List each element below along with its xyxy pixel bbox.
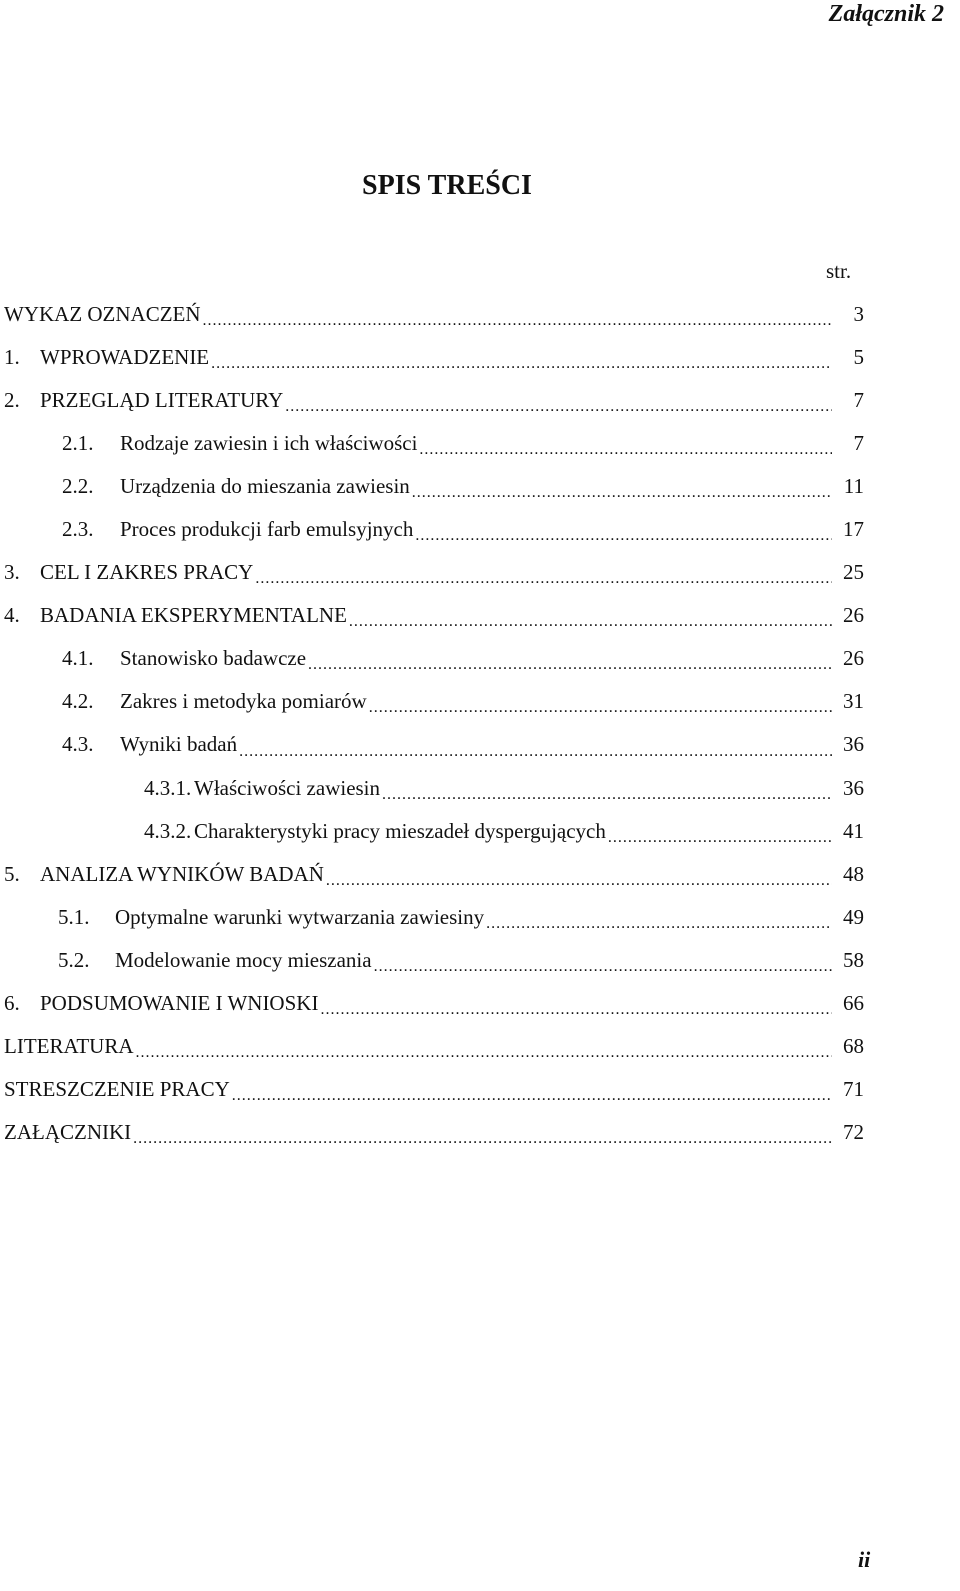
page-number: ii bbox=[858, 1547, 871, 1572]
toc-entry[interactable] bbox=[4, 637, 864, 680]
toc-entry[interactable] bbox=[4, 680, 864, 723]
toc-entry-page: 3 bbox=[853, 302, 864, 327]
toc-entry-label: Wyniki badań bbox=[120, 732, 238, 757]
toc-entry-label: STRESZCZENIE PRACY bbox=[4, 1076, 230, 1101]
toc-entry-label: Rodzaje zawiesin i ich właściwości bbox=[120, 431, 418, 456]
toc-entry-page: 72 bbox=[843, 1119, 864, 1144]
toc-entry-page: 36 bbox=[843, 775, 864, 800]
dot-leader bbox=[374, 956, 832, 982]
dot-leader bbox=[419, 439, 832, 465]
toc-entry[interactable] bbox=[4, 767, 864, 810]
toc-entry-page: 7 bbox=[853, 431, 864, 456]
toc-entry-label: PODSUMOWANIE I WNIOSKI bbox=[40, 990, 319, 1015]
toc-entry-label: Właściwości zawiesin bbox=[194, 775, 381, 800]
toc-entry[interactable] bbox=[4, 551, 864, 594]
toc-entry-page: 17 bbox=[843, 517, 864, 542]
toc-entry-label: ANALIZA WYNIKÓW BADAŃ bbox=[40, 861, 324, 886]
dot-leader bbox=[369, 697, 832, 723]
toc-entry[interactable] bbox=[4, 939, 864, 982]
toc-entry[interactable] bbox=[4, 293, 864, 336]
toc-entry-number: 2.2. bbox=[62, 474, 94, 499]
toc-entry[interactable] bbox=[4, 982, 864, 1025]
toc-entry-number: 5.1. bbox=[58, 904, 90, 929]
toc-entry-page: 11 bbox=[843, 474, 864, 499]
dot-leader bbox=[326, 870, 832, 896]
toc-entry-label: Proces produkcji farb emulsyjnych bbox=[120, 517, 414, 542]
toc-entry-page: 26 bbox=[843, 603, 864, 628]
toc-entry-page: 7 bbox=[853, 388, 864, 413]
dot-leader bbox=[308, 654, 832, 680]
toc-entry-label: PRZEGLĄD LITERATURY bbox=[40, 388, 284, 413]
toc-entry-number: 4.3. bbox=[62, 732, 94, 757]
toc-entry-label: Urządzenia do mieszania zawiesin bbox=[120, 474, 410, 499]
dot-leader bbox=[382, 784, 832, 810]
toc-entry-number: 2.3. bbox=[62, 517, 94, 542]
page-column-label: str. bbox=[826, 259, 852, 283]
dot-leader bbox=[211, 353, 832, 379]
dot-leader bbox=[136, 1042, 833, 1068]
toc-entry[interactable] bbox=[4, 1025, 864, 1068]
table-of-contents bbox=[4, 293, 864, 1154]
dot-leader bbox=[203, 310, 832, 336]
toc-entry-page: 58 bbox=[843, 947, 864, 972]
toc-entry-number: 4. bbox=[4, 603, 20, 628]
toc-entry-label: ZAŁĄCZNIKI bbox=[4, 1119, 132, 1144]
toc-entry-label: Modelowanie mocy mieszania bbox=[115, 947, 372, 972]
toc-entry[interactable] bbox=[4, 853, 864, 896]
toc-entry-page: 71 bbox=[843, 1076, 864, 1101]
attachment-label: Załącznik 2 bbox=[828, 1, 944, 27]
toc-entry-number: 4.3.2. bbox=[144, 818, 192, 843]
dot-leader bbox=[285, 396, 832, 422]
dot-leader bbox=[255, 568, 832, 594]
toc-entry-page: 49 bbox=[843, 904, 864, 929]
toc-entry[interactable] bbox=[4, 379, 864, 422]
toc-entry[interactable] bbox=[4, 336, 864, 379]
toc-entry-number: 3. bbox=[4, 560, 20, 585]
dot-leader bbox=[133, 1128, 832, 1154]
toc-entry-label: BADANIA EKSPERYMENTALNE bbox=[40, 603, 347, 628]
dot-leader bbox=[412, 482, 832, 508]
dot-leader bbox=[608, 827, 832, 853]
toc-entry[interactable] bbox=[4, 465, 864, 508]
toc-entry-label: CEL I ZAKRES PRACY bbox=[40, 560, 254, 585]
toc-entry-label: Optymalne warunki wytwarzania zawiesiny bbox=[115, 904, 485, 929]
toc-entry-label: WYKAZ OZNACZEŃ bbox=[4, 302, 201, 327]
toc-entry-page: 48 bbox=[843, 861, 864, 886]
toc-entry-page: 68 bbox=[843, 1033, 864, 1058]
toc-entry-label: WPROWADZENIE bbox=[40, 345, 210, 370]
dot-leader bbox=[239, 741, 832, 767]
toc-entry-number: 2. bbox=[4, 388, 20, 413]
toc-entry[interactable] bbox=[4, 723, 864, 766]
toc-entry[interactable] bbox=[4, 1111, 864, 1154]
toc-entry-page: 5 bbox=[853, 345, 864, 370]
toc-entry-page: 36 bbox=[843, 732, 864, 757]
toc-entry[interactable] bbox=[4, 422, 864, 465]
toc-entry[interactable] bbox=[4, 1068, 864, 1111]
page-title: SPIS TREŚCI bbox=[362, 170, 532, 201]
toc-entry[interactable] bbox=[4, 810, 864, 853]
toc-entry-label: Zakres i metodyka pomiarów bbox=[120, 689, 367, 714]
toc-entry-number: 4.2. bbox=[62, 689, 94, 714]
toc-entry-page: 66 bbox=[843, 990, 864, 1015]
toc-entry-number: 5.2. bbox=[58, 947, 90, 972]
dot-leader bbox=[232, 1085, 832, 1111]
dot-leader bbox=[320, 999, 832, 1025]
toc-entry-page: 26 bbox=[843, 646, 864, 671]
toc-entry-label: Stanowisko badawcze bbox=[120, 646, 307, 671]
toc-entry-label: Charakterystyki pracy mieszadeł dyspergujących bbox=[194, 818, 606, 843]
toc-entry-page: 25 bbox=[843, 560, 864, 585]
toc-entry-label: LITERATURA bbox=[4, 1033, 134, 1058]
toc-entry-number: 5. bbox=[4, 861, 20, 886]
toc-entry-page: 31 bbox=[843, 689, 864, 714]
toc-entry-page: 41 bbox=[843, 818, 864, 843]
toc-entry-number: 1. bbox=[4, 345, 20, 370]
toc-entry-number: 4.3.1. bbox=[144, 775, 192, 800]
dot-leader bbox=[349, 611, 832, 637]
dot-leader bbox=[486, 913, 832, 939]
toc-entry-number: 6. bbox=[4, 990, 20, 1015]
toc-entry[interactable] bbox=[4, 508, 864, 551]
toc-entry-number: 2.1. bbox=[62, 431, 94, 456]
toc-entry[interactable] bbox=[4, 594, 864, 637]
dot-leader bbox=[415, 525, 832, 551]
toc-entry[interactable] bbox=[4, 896, 864, 939]
toc-entry-number: 4.1. bbox=[62, 646, 94, 671]
